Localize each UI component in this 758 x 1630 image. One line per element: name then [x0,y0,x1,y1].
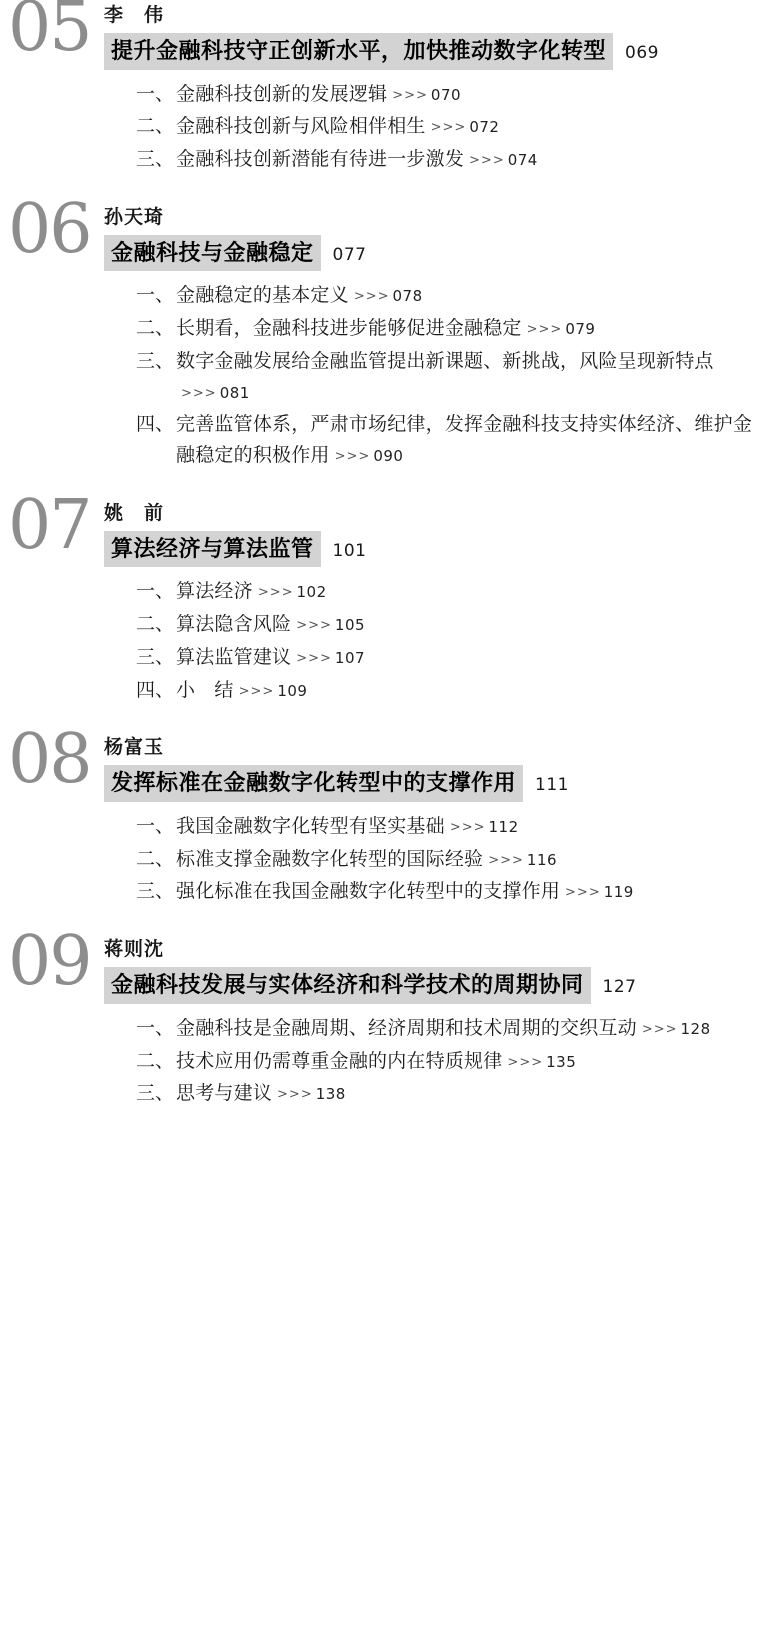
subsection-title: 算法经济 [176,581,253,603]
entry-author: 李 伟 [104,5,165,26]
subsection-page-number: 070 [430,85,462,104]
subsection-page-number: 109 [277,681,308,700]
subsection-body [176,577,758,608]
subsection-body [176,610,758,641]
arrow-separator-icon: >>> [507,1054,544,1070]
entry-title-row [104,235,758,272]
subsection-item[interactable] [136,80,758,111]
subsection-item[interactable] [136,845,758,876]
subsection-index: 二、 [136,1050,175,1072]
subsection-title: 完善监管体系，严肃市场纪律，发挥金融科技支持实体经济、维护金融稳定的积极作用 [176,414,753,467]
subsection-title: 金融稳定的基本定义 [176,285,349,307]
arrow-separator-icon: >>> [277,1087,313,1103]
subsection-page-number: 135 [546,1052,577,1071]
entry-number: 05 [8,0,91,67]
subsection-index: 一、 [136,285,175,307]
entry-subsection-list [104,80,758,176]
entry-author: 杨富玉 [104,737,165,759]
subsection-title: 算法隐含风险 [176,614,292,636]
subsection-item[interactable] [136,1047,758,1078]
subsection-title: 算法监管建议 [176,646,292,668]
subsection-item[interactable] [136,1079,758,1110]
subsection-index: 三、 [136,881,175,903]
subsection-title: 金融科技创新潜能有待进一步激发 [176,149,465,171]
subsection-body [176,112,758,143]
subsection-item[interactable] [136,410,758,472]
subsection-index: 四、 [136,414,175,436]
subsection-body [176,145,758,176]
entry-title[interactable]: 算法经济与算法监管 [104,531,321,568]
arrow-separator-icon: >>> [238,683,275,699]
subsection-index: 二、 [136,848,175,870]
entry-subsection-list [104,1014,758,1110]
entry-title-row [104,531,758,568]
subsection-item[interactable] [136,676,758,707]
subsection-index: 四、 [136,679,175,701]
subsection-item[interactable] [136,281,758,312]
subsection-item[interactable] [136,812,758,843]
entry-page-number: 127 [602,977,637,998]
subsection-title: 标准支撑金融数字化转型的国际经验 [176,848,484,870]
subsection-item[interactable] [136,610,758,641]
subsection-title: 小 结 [176,679,234,701]
entry-page-number: 077 [332,244,367,265]
subsection-body [176,80,758,111]
arrow-separator-icon: >>> [449,819,486,835]
subsection-page-number: 079 [565,320,596,339]
toc-entry [0,485,758,707]
subsection-index: 一、 [136,581,175,603]
arrow-separator-icon: >>> [430,120,467,136]
arrow-separator-icon: >>> [565,885,601,901]
subsection-page-number: 119 [603,883,634,902]
entry-subsection-list [104,812,758,908]
subsection-body [176,812,758,843]
entry-title-row [104,33,758,70]
subsection-page-number: 138 [315,1085,346,1104]
subsection-index: 三、 [136,1083,175,1105]
toc-entry [0,922,758,1110]
entry-author: 孙天琦 [104,206,165,228]
subsection-item[interactable] [136,877,758,908]
arrow-separator-icon: >>> [353,289,390,305]
arrow-separator-icon: >>> [526,322,563,338]
subsection-item[interactable] [136,112,758,143]
subsection-page-number: 116 [526,850,558,869]
entry-author: 蒋则沈 [104,939,165,961]
entry-page-number: 069 [625,43,659,63]
entry-number: 09 [8,922,91,1002]
subsection-item[interactable] [136,577,758,608]
subsection-index: 二、 [136,614,175,636]
entry-title-row [104,967,758,1004]
subsection-title: 技术应用仍需尊重金融的内在特质规律 [176,1050,503,1072]
subsection-body [176,314,758,345]
subsection-index: 一、 [136,1017,175,1039]
toc-entry [0,0,758,176]
subsection-index: 二、 [136,318,175,340]
subsection-index: 一、 [136,815,175,837]
arrow-separator-icon: >>> [641,1021,678,1037]
subsection-page-number: 102 [296,583,327,602]
subsection-item[interactable] [136,347,758,409]
subsection-title: 思考与建议 [176,1083,273,1105]
subsection-body [176,1079,758,1110]
arrow-separator-icon: >>> [296,650,332,666]
subsection-body [176,1047,758,1078]
subsection-body [176,877,758,908]
subsection-item[interactable] [136,643,758,674]
entry-title-row [104,765,758,802]
entry-title[interactable]: 发挥标准在金融数字化转型中的支撑作用 [104,765,523,802]
toc-entry [0,189,758,472]
arrow-separator-icon: >>> [257,585,294,601]
subsection-title: 我国金融数字化转型有坚实基础 [176,815,445,837]
entry-page-number: 101 [332,540,367,561]
subsection-page-number: 074 [507,151,538,170]
subsection-title: 数字金融发展给金融监管提出新课题、新挑战，风险呈现新特点 [176,350,714,372]
subsection-index: 三、 [136,646,175,668]
subsection-title: 强化标准在我国金融数字化转型中的支撑作用 [176,881,561,903]
arrow-separator-icon: >>> [469,153,505,169]
subsection-page-number: 072 [469,118,500,137]
subsection-index: 三、 [136,350,175,372]
arrow-separator-icon: >>> [334,449,371,465]
toc-entry [0,720,758,908]
entry-number: 08 [8,720,91,800]
subsection-page-number: 090 [373,447,404,466]
subsection-title: 金融科技创新与风险相伴相生 [176,116,426,138]
arrow-separator-icon: >>> [488,852,524,868]
subsection-title: 长期看，金融科技进步能够促进金融稳定 [176,318,522,340]
subsection-page-number: 112 [488,817,519,836]
entry-number: 07 [8,485,91,565]
entry-title[interactable]: 提升金融科技守正创新水平，加快推动数字化转型 [104,33,613,70]
subsection-page-number: 105 [334,616,366,635]
subsection-title: 金融科技创新的发展逻辑 [176,83,388,105]
subsection-index: 一、 [136,83,175,105]
subsection-body [176,845,758,876]
subsection-body [176,676,758,707]
subsection-body [176,347,758,409]
arrow-separator-icon: >>> [181,385,217,401]
subsection-page-number: 078 [392,287,423,306]
subsection-index: 三、 [136,149,175,171]
subsection-item[interactable] [136,145,758,176]
subsection-item[interactable] [136,314,758,345]
entry-subsection-list [104,281,758,472]
entry-page-number: 111 [535,775,569,796]
subsection-body [176,1014,758,1045]
subsection-item[interactable] [136,1014,758,1045]
arrow-separator-icon: >>> [296,618,332,634]
subsection-body [176,410,758,472]
subsection-index: 二、 [136,116,175,138]
entry-title[interactable]: 金融科技发展与实体经济和科学技术的周期协同 [104,967,591,1004]
entry-author: 姚 前 [104,502,165,524]
entry-number: 06 [8,189,91,269]
subsection-body [176,281,758,312]
entry-subsection-list [104,577,758,706]
arrow-separator-icon: >>> [392,87,428,103]
subsection-body [176,643,758,674]
subsection-page-number: 107 [334,648,366,667]
subsection-title: 金融科技是金融周期、经济周期和技术周期的交织互动 [176,1017,637,1039]
subsection-page-number: 081 [219,383,250,402]
entry-title[interactable]: 金融科技与金融稳定 [104,235,321,272]
subsection-page-number: 128 [680,1019,711,1038]
